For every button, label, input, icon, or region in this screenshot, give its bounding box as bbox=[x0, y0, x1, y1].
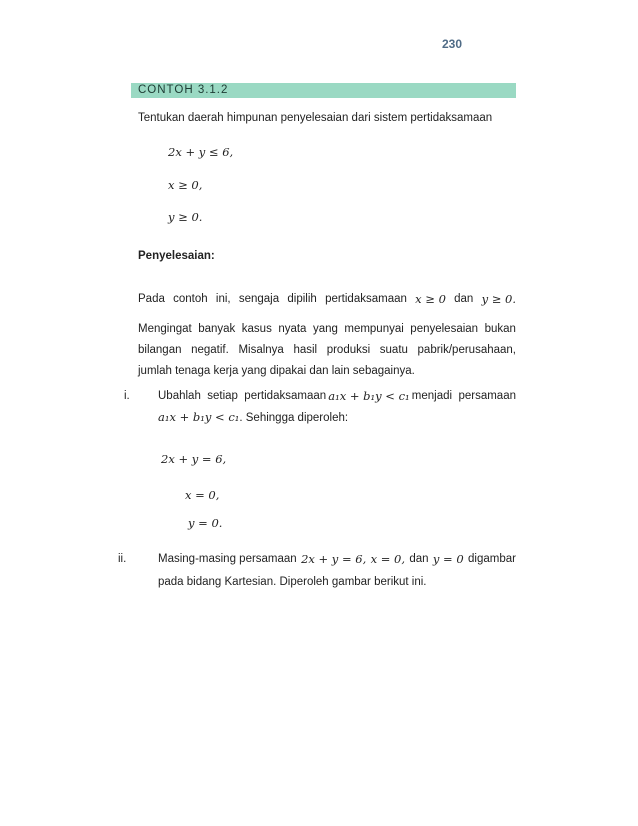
inequality-3: y ≥ 0. bbox=[168, 210, 203, 224]
example-label: CONTOH 3.1.2 bbox=[138, 84, 229, 96]
example-banner bbox=[131, 83, 516, 98]
step-1-marker: i. bbox=[124, 390, 130, 402]
step-2-text-before: Masing-masing persamaan bbox=[158, 553, 297, 565]
step-2-dan: dan bbox=[409, 553, 429, 565]
para1-word: ini, bbox=[215, 293, 231, 305]
step-1-text-after: menjadi persamaan bbox=[411, 390, 516, 402]
step-2-line-1 bbox=[158, 552, 516, 566]
equation-1: 2x + y = 6, bbox=[161, 452, 227, 466]
step-1-text-end: . Sehingga diperoleh: bbox=[239, 412, 349, 424]
para2-word: mempunyai bbox=[344, 323, 404, 335]
para2-word: bukan bbox=[484, 323, 516, 335]
para1-word: Pada bbox=[138, 293, 165, 305]
step-2-marker: ii. bbox=[118, 553, 127, 565]
step-2-text-after: digambar bbox=[468, 553, 516, 565]
equation-3: y = 0. bbox=[188, 516, 223, 530]
step-1-math-a: a₁x + b₁y < c₁ bbox=[328, 389, 410, 403]
paragraph-2-line-2 bbox=[138, 343, 516, 357]
para2-word: pabrik/perusahaan, bbox=[417, 344, 516, 356]
para1-word: pertidaksamaan bbox=[325, 293, 407, 305]
para1-dan: dan bbox=[454, 293, 474, 305]
para2-word: penyelesaian bbox=[410, 323, 479, 335]
inequality-1: 2x + y ≤ 6, bbox=[168, 145, 234, 159]
step-1-text-before: Ubahlah setiap pertidaksamaan bbox=[158, 390, 327, 402]
intro-text: Tentukan daerah himpunan penyelesaian dari sistem pertidaksamaan bbox=[138, 112, 493, 124]
paragraph-2-line-1 bbox=[138, 322, 516, 336]
equation-2: x = 0, bbox=[185, 488, 220, 502]
step-2-math-3: y = 0 bbox=[432, 552, 464, 566]
para2-word: hasil bbox=[293, 344, 318, 356]
para1-math-2: y ≥ 0. bbox=[481, 292, 516, 306]
para2-word: negatif. bbox=[191, 344, 229, 356]
para2-word: kasus bbox=[241, 323, 272, 335]
para2-word: yang bbox=[312, 323, 338, 335]
para2-word: bilangan bbox=[138, 344, 182, 356]
para1-word: dipilih bbox=[287, 293, 317, 305]
step-2-math-2: x = 0, bbox=[370, 552, 405, 566]
para2-word: banyak bbox=[198, 323, 236, 335]
solution-heading: Penyelesaian: bbox=[138, 250, 215, 262]
step-1-line-2 bbox=[158, 410, 348, 425]
page-number: 230 bbox=[442, 37, 463, 51]
inequality-2: x ≥ 0, bbox=[168, 178, 203, 192]
para2-word: Mengingat bbox=[138, 323, 192, 335]
para2-word: Misalnya bbox=[238, 344, 284, 356]
paragraph-2-line-3: jumlah tenaga kerja yang dipakai dan lain sebagainya. bbox=[138, 365, 415, 377]
para1-word: contoh bbox=[173, 293, 208, 305]
step-1-line-1 bbox=[158, 389, 516, 403]
step-2-line-2: pada bidang Kartesian. Diperoleh gambar berikut ini. bbox=[158, 576, 427, 588]
para2-word: suatu bbox=[379, 344, 408, 356]
para1-word: sengaja bbox=[238, 293, 280, 305]
para2-word: produksi bbox=[326, 344, 371, 356]
step-1-math-b: a₁x + b₁y < c₁ bbox=[158, 410, 240, 424]
para2-word: nyata bbox=[278, 323, 307, 335]
step-2-math-1: 2x + y = 6, bbox=[301, 552, 367, 566]
paragraph-1 bbox=[138, 292, 516, 306]
para1-math-1: x ≥ 0 bbox=[415, 292, 446, 306]
